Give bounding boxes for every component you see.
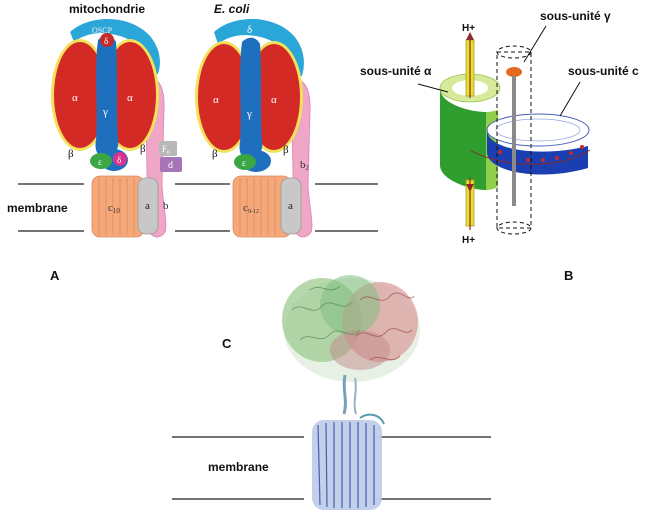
b-label-c: sous-unité c [568,64,639,78]
mito-atp-synthase [51,19,182,237]
ecoli-atp-synthase [195,19,312,237]
mito-label-d: d [168,160,173,171]
ecoli-label-beta-right: β [283,144,289,156]
mito-gamma [95,36,118,158]
ecoli-label-a: a [288,200,293,212]
mito-label-alpha-left: α [72,92,78,104]
c-f1-head [282,275,420,382]
mito-label-beta-right: β [140,143,146,155]
b-label-alpha: sous-unité α [360,64,432,78]
b-label-h-bottom: H+ [462,235,476,246]
title-mitochondrie: mitochondrie [69,2,146,16]
ecoli-label-delta-top: δ [247,24,253,36]
ecoli-label-beta-left: β [212,148,218,160]
ecoli-label-epsilon: ε [242,158,246,168]
ecoli-gamma [239,38,262,160]
mito-label-c: c [108,202,113,214]
c-fo-domain [312,415,384,510]
membrane-label-c: membrane [208,460,269,474]
ecoli-label-b: b [300,159,306,171]
mito-label-b: b [163,200,169,212]
membrane-lines-a [18,184,378,231]
ecoli-label-c-sub: 9-12 [247,209,259,215]
panel-b [360,9,639,283]
ecoli-label-alpha-left: α [213,94,219,106]
panel-c [172,275,491,510]
mito-label-f6: F [162,144,168,154]
mito-label-gamma: γ [103,106,108,118]
mito-label-f6-sub: 6 [167,150,171,156]
mito-label-a: a [145,200,150,212]
mito-label-epsilon: ε [98,157,102,167]
ecoli-label-c: c [243,202,248,214]
ecoli-label-gamma: γ [247,108,252,120]
panel-letter-c: C [222,336,232,351]
b-label-gamma: sous-unité γ [540,9,611,23]
ecoli-label-b-sub: 2 [305,164,309,172]
panel-letter-a: A [50,268,60,283]
mito-label-delta-top: δ [104,36,109,46]
panel-a [7,2,378,283]
membrane-label-a: membrane [7,201,68,215]
mito-label-c-sub: 10 [112,207,120,215]
title-e-coli: E. coli [214,2,250,16]
panel-letter-b: B [564,268,574,283]
mito-label-oscp: OSCP [92,26,113,35]
mito-label-delta: δ [117,155,122,165]
b-label-h-top: H+ [462,23,476,34]
mito-label-alpha-right: α [127,92,133,104]
mito-label-beta-left: β [68,148,74,160]
ecoli-label-alpha-right: α [271,94,277,106]
